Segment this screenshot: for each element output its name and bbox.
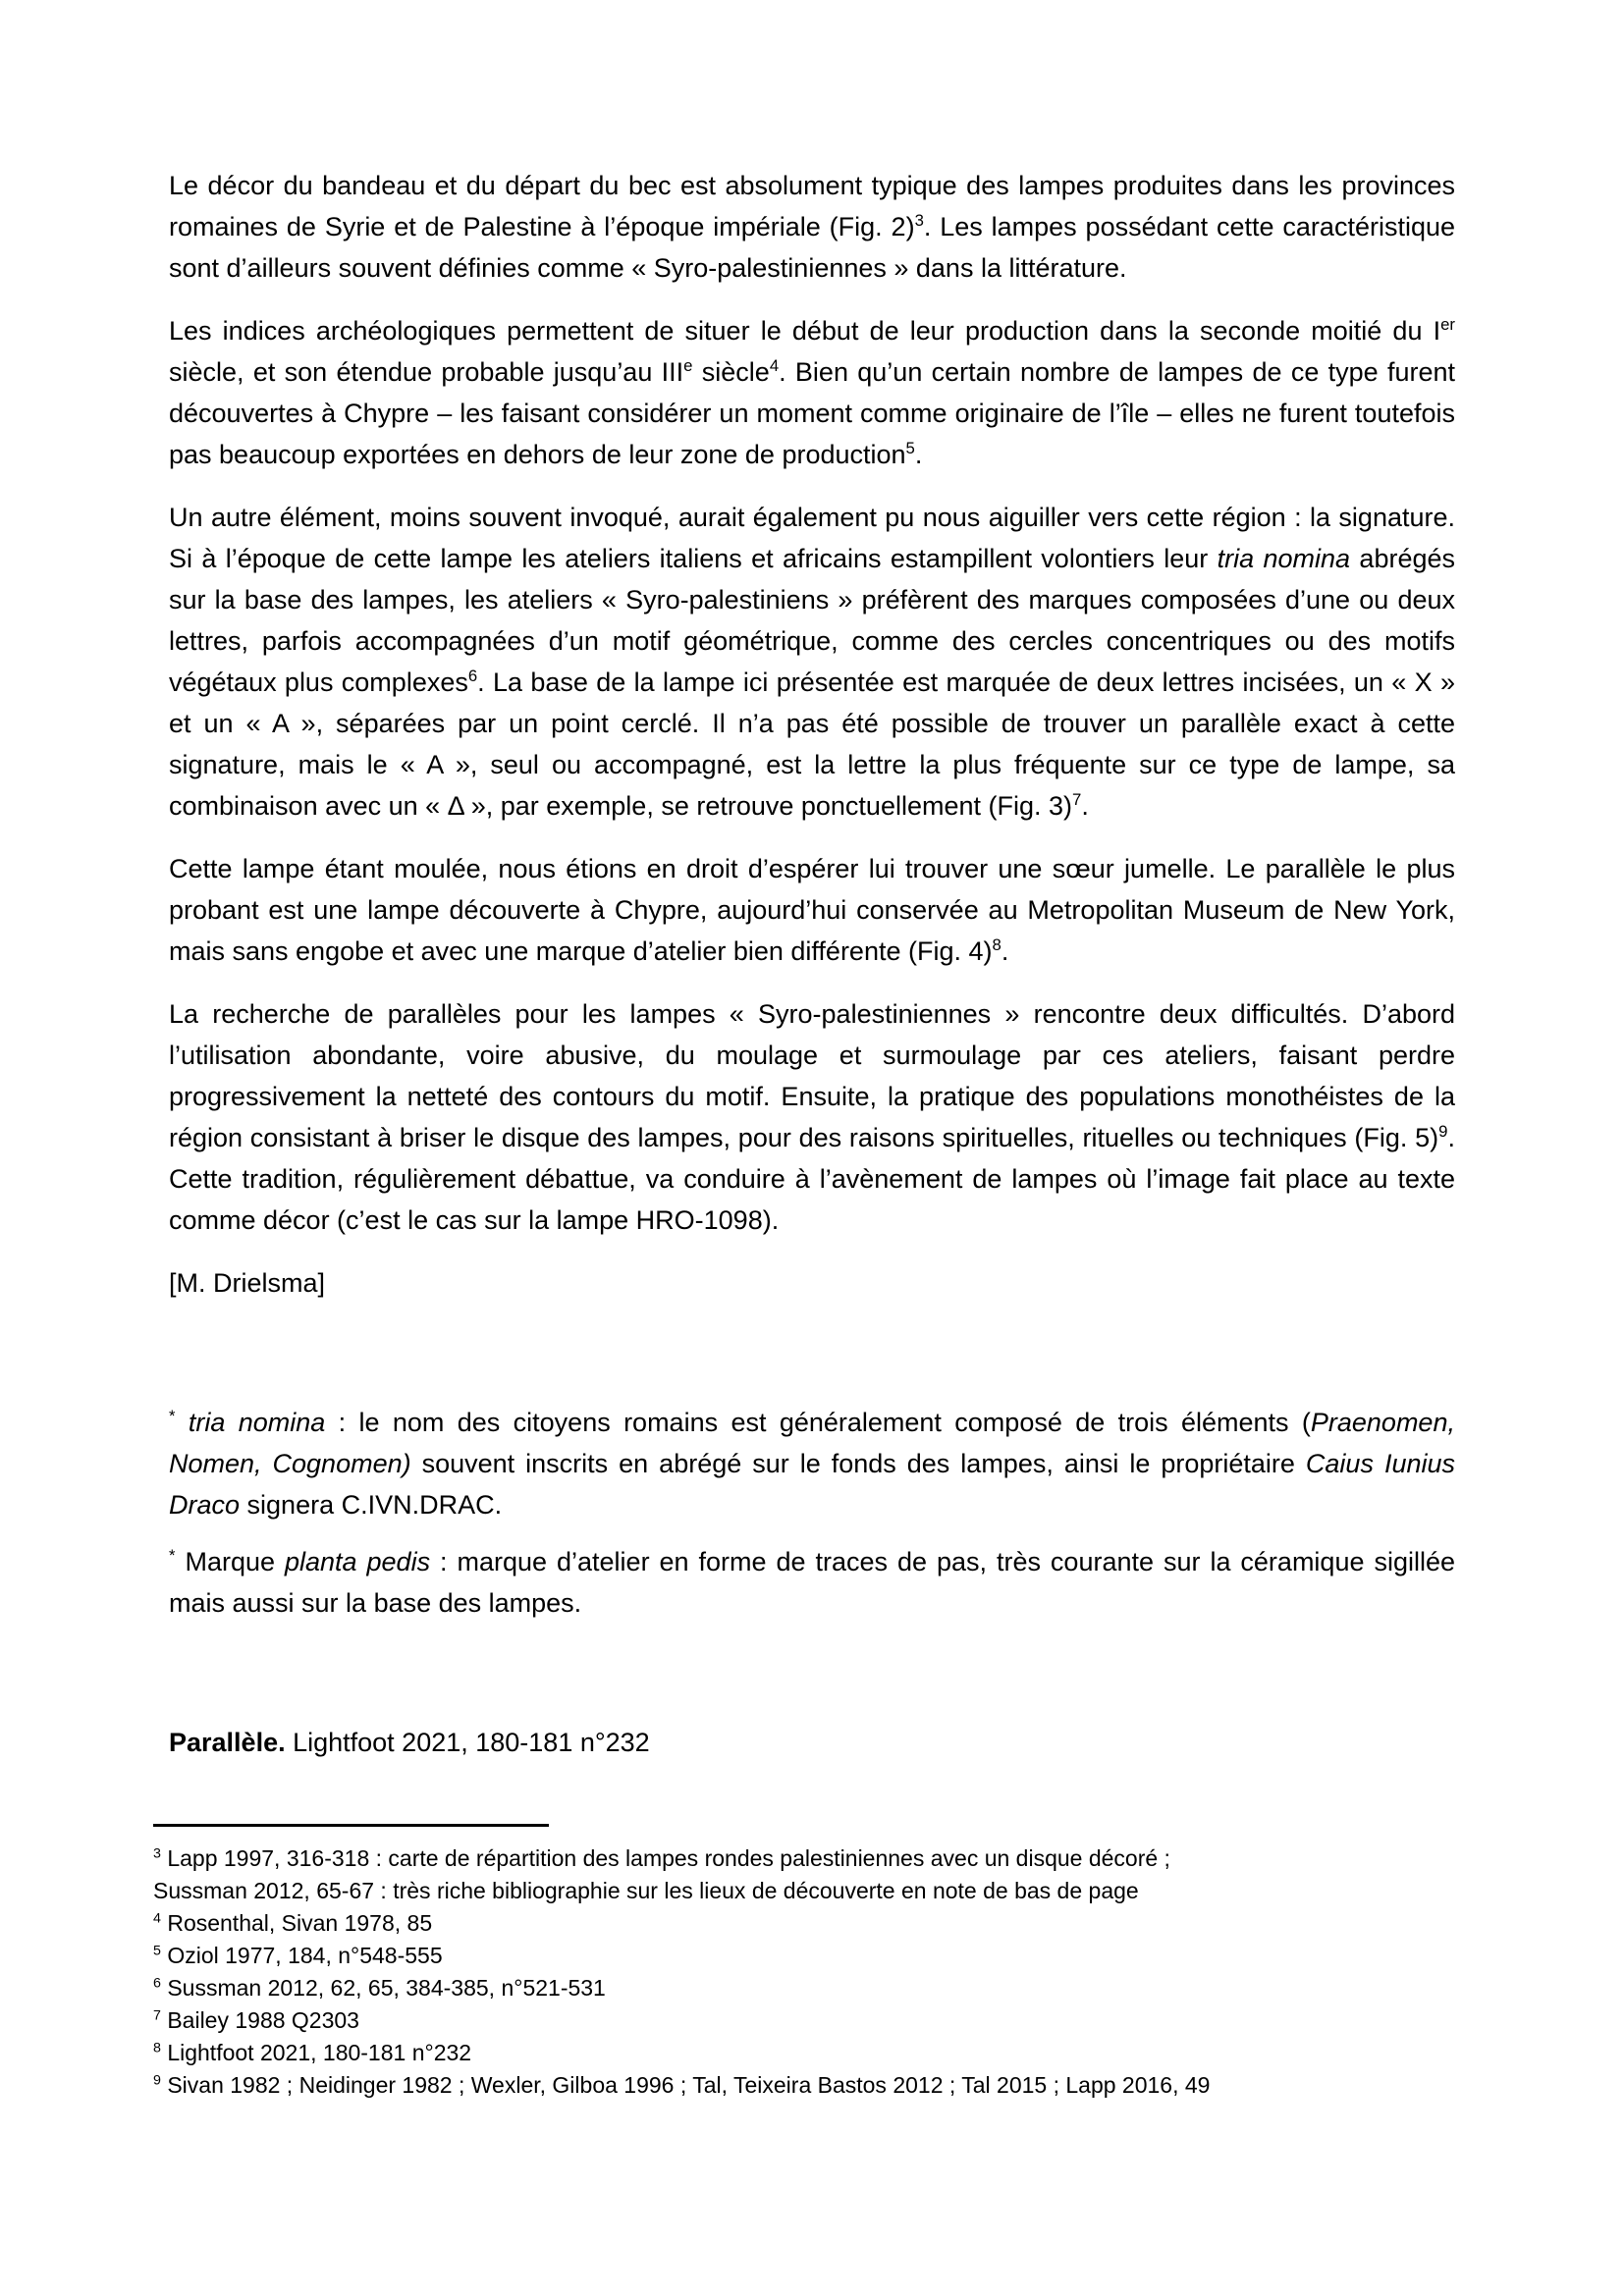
- asterisk-note: [169, 1541, 1455, 1624]
- footnote-number: 4: [153, 1910, 161, 1927]
- footnote-item: $^6$ Sussman 2012, 62, 65, 384-385, n°521-531: [153, 1975, 606, 2001]
- text-run: . Cette tradition, régulièrement débattue, va conduire à l’avènement de lampes où l’image fait place au texte comme décor (c’est le cas sur la lampe HRO-1098).: [169, 1123, 1455, 1235]
- text-run: : marque d’atelier en forme de traces de pas, très courante sur la céramique sigillée mais aussi sur la base des lampes.: [169, 1547, 1455, 1618]
- footnote-number: 7: [153, 2007, 161, 2024]
- text-run: . Les lampes possédant cette caractéristique sont d’ailleurs souvent définies comme « Syro-palestiniennes » dans la littérature.: [169, 212, 1455, 283]
- footnote-area: [153, 1824, 1455, 2102]
- footnote-number: 8: [153, 2040, 161, 2056]
- body-paragraph: [169, 848, 1455, 972]
- text-run: Caius Iunius Draco: [169, 1449, 1455, 1520]
- text-run: souvent inscrits en abrégé sur le fonds des lampes, ainsi le propriétaire: [410, 1449, 1306, 1478]
- text-run: 9: [1438, 1122, 1448, 1141]
- text-run: 6: [467, 667, 478, 685]
- body-paragraph: [169, 310, 1455, 475]
- text-run: La recherche de parallèles pour les lampes « Syro-palestiniennes » rencontre deux difficultés. D’abord l’utilisation abondante, voire abusive, du moulage et surmoulage par ces ateliers, faisant perdre progressivement la netteté des contours du motif. Ensuite, la pratique des populations monothéistes de la région consistant à briser le disque des lampes, pour des raisons spirituelles, rituelles ou techniques (Fig. 5): [169, 999, 1455, 1152]
- footnote-item: $^9$ Sivan 1982 ; Neidinger 1982 ; Wexler, Gilboa 1996 ; Tal, Teixeira Bastos 2012 ; Tal 2015 ; Lapp 2016, 49: [153, 2072, 1211, 2098]
- text-run: Les indices archéologiques permettent de situer le début de leur production dans la seconde moitié du I: [169, 316, 1441, 346]
- text-run: tria nomina: [1217, 544, 1351, 573]
- text-run: Parallèle.: [169, 1728, 286, 1757]
- text-run: 3: [914, 211, 924, 230]
- body-paragraph: [169, 497, 1455, 827]
- body-paragraph: [169, 993, 1455, 1241]
- text-run: 7: [1072, 790, 1082, 809]
- text-run: abrégés sur la base des lampes, les ateliers « Syro-palestiniens » préfèrent des marques composées d’une ou deux lettres, parfois accompagnées d’un motif géométrique, comme des cercles concentriques ou des motifs végétaux plus complexes: [169, 544, 1455, 697]
- text-run: . Bien qu’un certain nombre de lampes de ce type furent découvertes à Chypre – les faisant considérer un moment comme originaire de l’île – elles ne furent toutefois pas beaucoup exportées en dehors de leur zone de production: [169, 357, 1456, 469]
- text-run: er: [1440, 315, 1455, 334]
- footnote-number: 3: [153, 1845, 161, 1862]
- text-run: Lightfoot 2021, 180-181 n°232: [285, 1728, 650, 1757]
- text-run: siècle, et son étendue probable jusqu’au III: [169, 357, 684, 387]
- footnote-number: 9: [153, 2072, 161, 2089]
- parallel-reference: [169, 1722, 1455, 1763]
- text-run: 8: [992, 935, 1001, 954]
- text-run: signera C.IVN.DRAC.: [240, 1490, 503, 1520]
- text-run: siècle: [692, 357, 770, 387]
- text-run: 4: [769, 356, 780, 375]
- text-run: 5: [905, 439, 915, 457]
- footnote-item: $^3$ Lapp 1997, 316-318 : carte de répartition des lampes rondes palestiniennes avec un disque décoré ; Sussman 2012, 65-67 : très riche bibliographie sur les lieux de découverte en note de bas de page: [153, 1845, 1170, 1903]
- footnote-number: 5: [153, 1943, 161, 1959]
- text-run: .: [1081, 791, 1089, 821]
- body-paragraphs: [169, 0, 1455, 1241]
- author-attribution: [M. Drielsma]: [169, 1268, 326, 1298]
- page-content: [153, 0, 1456, 2102]
- text-run: : le nom des citoyens romains est généralement composé de trois éléments (: [325, 1408, 1311, 1437]
- text-run: Un autre élément, moins souvent invoqué, aurait également pu nous aiguiller vers cette région : la signature. Si à l’époque de cette lampe les ateliers italiens et africains estampillent volontiers leur: [169, 503, 1455, 573]
- vertical-spacer: [169, 1639, 1455, 1722]
- footnote-item: $^4$ Rosenthal, Sivan 1978, 85: [153, 1910, 433, 1936]
- text-run: .: [1001, 936, 1009, 966]
- asterisk-notes: [169, 1402, 1455, 1624]
- text-run: . La base de la lampe ici présentée est marquée de deux lettres incisées, un « X » et un « A », séparées par un point cerclé. Il n’a pas été possible de trouver un parallèle exact à cette signature, mais le « A », seul ou accompagné, est la lettre la plus fréquente sur ce type de lampe, sa combinaison avec un « Δ », par exemple, se retrouve ponctuellement (Fig. 3): [169, 667, 1456, 821]
- text-run: Le décor du bandeau et du départ du bec est absolument typique des lampes produites dans les provinces romaines de Syrie et de Palestine à l’époque impériale (Fig. 2): [169, 171, 1455, 241]
- text-run: planta pedis: [285, 1547, 431, 1576]
- asterisk-note: [169, 1402, 1455, 1525]
- text-run: *: [169, 1407, 176, 1425]
- text-run: e: [683, 356, 693, 375]
- footnote-item: $^8$ Lightfoot 2021, 180-181 n°232: [153, 2040, 472, 2065]
- vertical-spacer: [169, 1304, 1455, 1402]
- footnote-item: $^5$ Oziol 1977, 184, n°548-555: [153, 1943, 443, 1968]
- footnote-number: 6: [153, 1975, 161, 1992]
- text-run: tria nomina: [188, 1408, 326, 1437]
- text-run: *: [169, 1546, 176, 1565]
- text-run: Praenomen, Nomen, Cognomen): [169, 1408, 1455, 1478]
- footnote-item: $^7$ Bailey 1988 Q2303: [153, 2007, 359, 2033]
- text-run: Cette lampe étant moulée, nous étions en droit d’espérer lui trouver une sœur jumelle. Le parallèle le plus probant est une lampe découverte à Chypre, aujourd’hui conservée au Metropolitan Museum de New York, mais sans engobe et avec une marque d’atelier bien différente (Fig. 4): [169, 854, 1455, 966]
- body-paragraph: [169, 165, 1455, 289]
- text-run: .: [914, 440, 923, 469]
- footnotes-list: [153, 1827, 1455, 2102]
- text-run: [176, 1408, 189, 1437]
- text-run: Marque: [175, 1547, 285, 1576]
